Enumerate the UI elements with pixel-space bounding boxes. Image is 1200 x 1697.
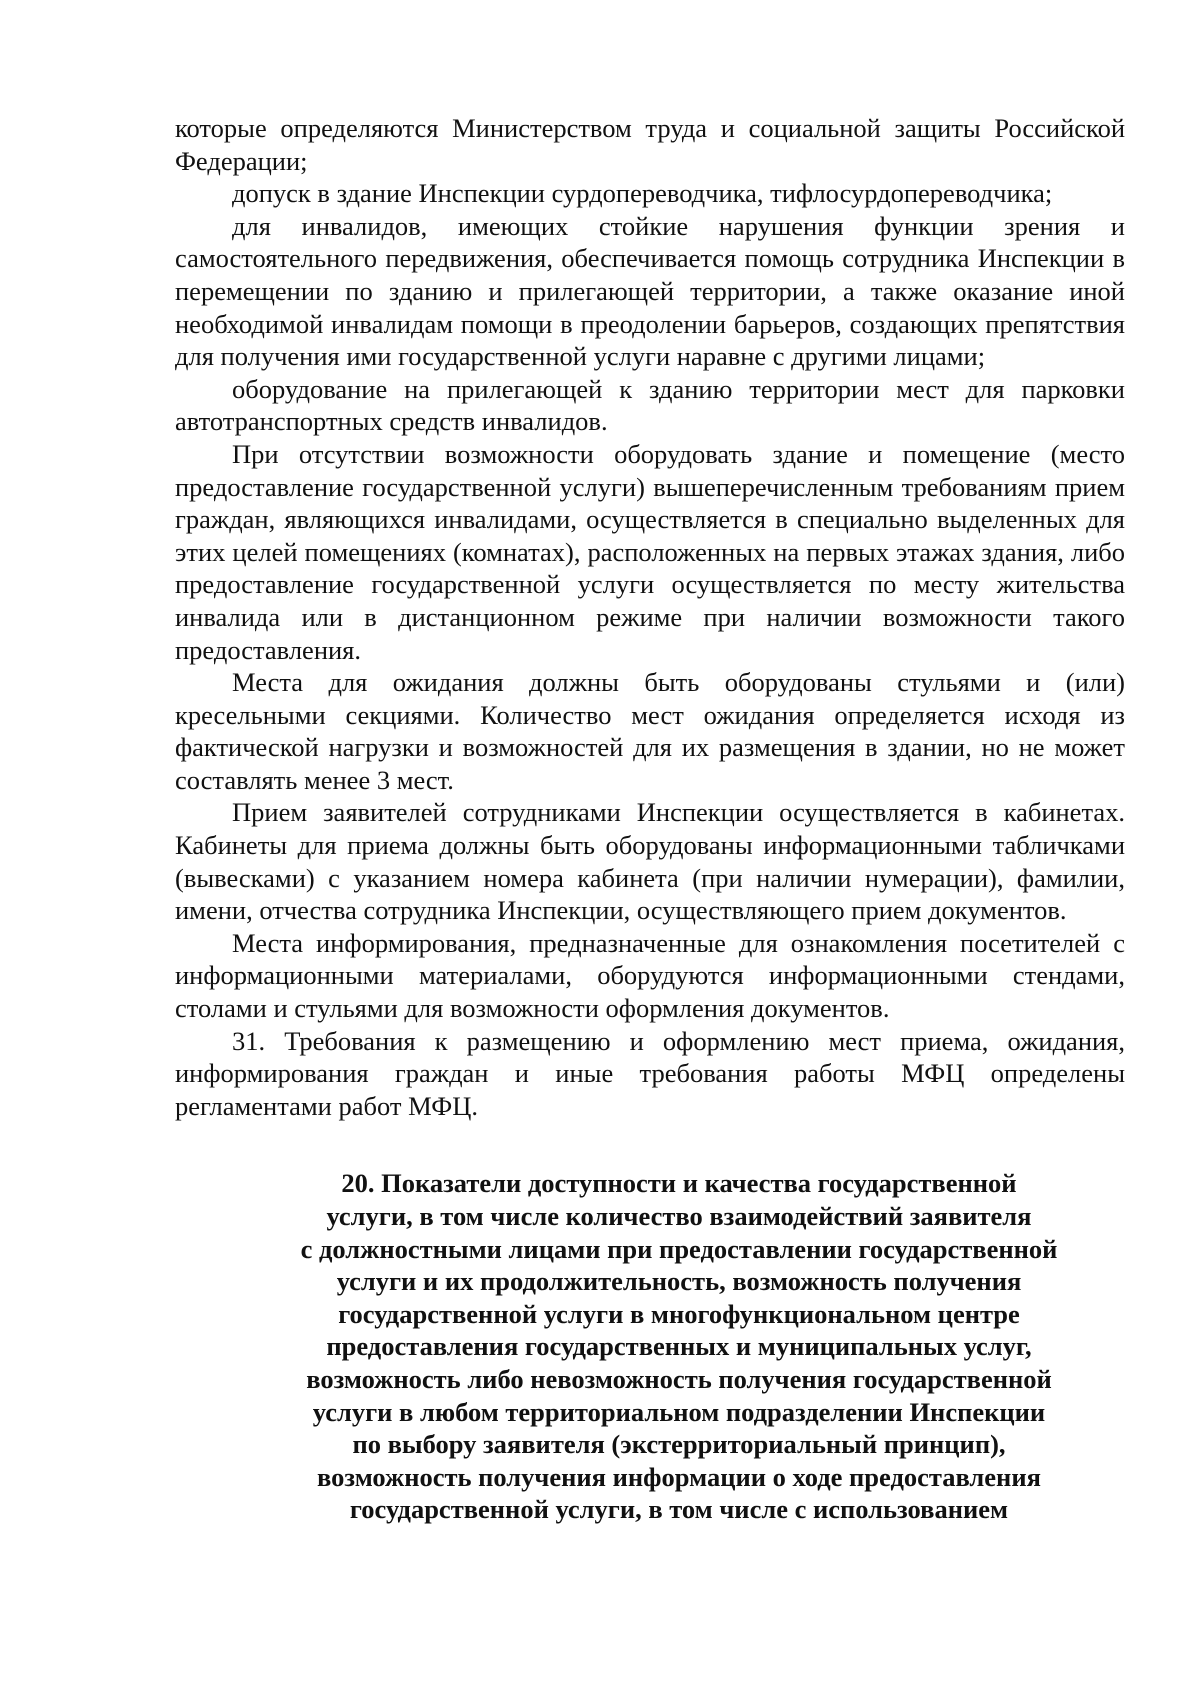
heading-line: государственной услуги в многофункциональном центре [338, 1298, 1020, 1329]
heading-line: возможность либо невозможность получения государственной [306, 1363, 1052, 1394]
paragraph-sign-interpreter: допуск в здание Инспекции сурдопереводчика, тифлосурдопереводчика; [232, 178, 1053, 209]
heading-line: по выбору заявителя (экстерриториальный принцип), [352, 1429, 1006, 1460]
paragraph-continuation: которые определяются Министерством труда и социальной защиты Российской Федерации; [175, 113, 1125, 176]
section-heading-20 [175, 1167, 1125, 1526]
paragraph-item-31: 31. Требования к размещению и оформлению мест приема, ожидания, информирования граждан и иные требования работы МФЦ определены регламентами работ МФЦ. [175, 1025, 1125, 1121]
heading-line: возможность получения информации о ходе предоставления [317, 1461, 1041, 1492]
paragraph-waiting-places: Места для ожидания должны быть оборудованы стульями и (или) кресельными секциями. Количество мест ожидания определяется исходя из фактической нагрузки и возможностей для их размещения в здании, но не может составлять менее 3 мест. [175, 667, 1125, 795]
heading-line: услуги в любом территориальном подразделении Инспекции [312, 1396, 1046, 1427]
heading-line: 20. Показатели доступности и качества государственной [341, 1168, 1017, 1199]
heading-line: услуги, в том числе количество взаимодействий заявителя [326, 1201, 1032, 1231]
paragraph-offices: Прием заявителей сотрудниками Инспекции осуществляется в кабинетах. Кабинеты для приема должны быть оборудованы информационными табличками (вывесками) с указанием номера кабинета (при наличии нумерации), фамилии, имени, отчества сотрудника Инспекции, осуществляющего прием документов. [175, 797, 1125, 926]
document-page [175, 112, 1125, 1526]
heading-line: государственной услуги, в том числе с использованием [349, 1494, 1009, 1525]
paragraph-information-places: Места информирования, предназначенные для ознакомления посетителей с информационными материалами, оборудуются информационными стендами, столами и стульями для возможности оформления документов. [175, 927, 1125, 1024]
paragraph-alternative-reception: При отсутствии возможности оборудовать здание и помещение (место предоставление государственной услуги) вышеперечисленным требованиям прием граждан, являющихся инвалидами, осуществляется в специально выделенных для этих целей помещениях (комнатах), расположенных на первых этажах здания, либо предоставление государственной услуги осуществляется по месту жительства инвалида или в дистанционном режиме при наличии возможности такого предоставления. [175, 438, 1125, 665]
paragraph-assistance: для инвалидов, имеющих стойкие нарушения функции зрения и самостоятельного передвижения, обеспечивается помощь сотрудника Инспекции в перемещении по зданию и прилегающей территории, а также оказание иной необходимой инвалидам помощи в преодолении барьеров, создающих препятствия для получения ими государственной услуги наравне с другими лицами; [175, 210, 1125, 372]
heading-line: услуги и их продолжительность, возможность получения [336, 1266, 1022, 1297]
heading-line: предоставления государственных и муниципальных услуг, [326, 1331, 1032, 1362]
heading-line: с должностными лицами при предоставлении государственной [300, 1233, 1058, 1264]
paragraph-parking: оборудование на прилегающей к зданию территории мест для парковки автотранспортных средств инвалидов. [175, 373, 1125, 437]
